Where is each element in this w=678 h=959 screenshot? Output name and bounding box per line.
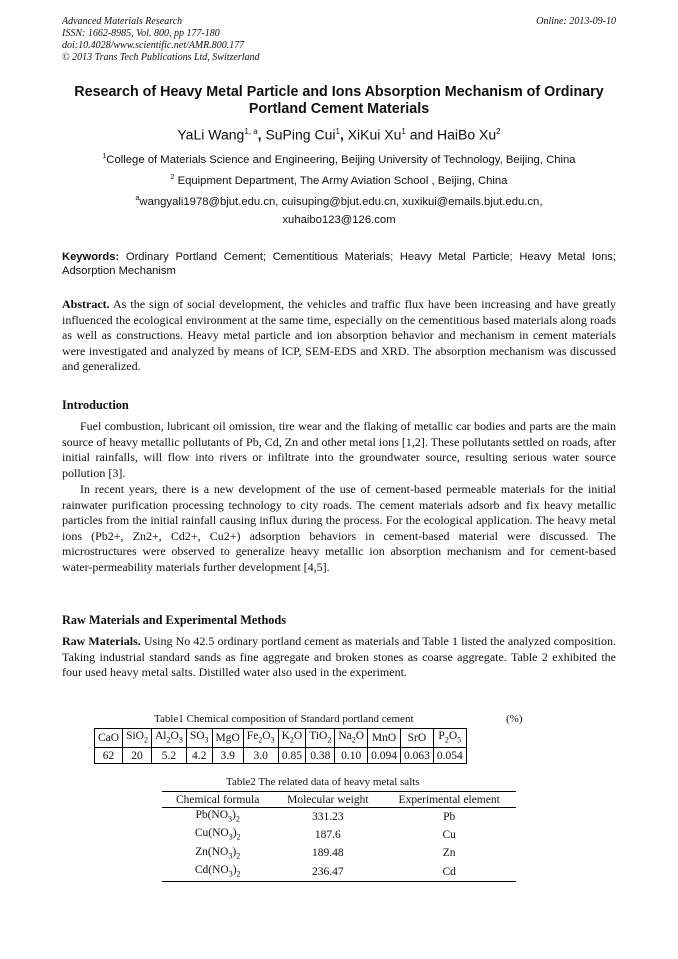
- table-cell: $Cd(NO_3)_2$: [162, 863, 273, 882]
- copyright-line: © 2013 Trans Tech Publications Ltd, Switzerland: [62, 52, 260, 63]
- aff-text: Equipment Department, The Army Aviation School , Beijing, China: [174, 174, 508, 187]
- paper-title: Research of Heavy Metal Particle and Ions Absorption Mechanism of Ordinary Portland Cement Materials: [74, 84, 604, 117]
- author-sup: 1: [401, 127, 406, 136]
- table-cell: 0.094: [368, 748, 401, 764]
- email-sup: a: [135, 195, 140, 202]
- intro-paragraph-2: In recent years, there is a new development of the use of cement-based permeable materials for the initial rainwater purification processing technology to city roads. The cement materials adsorb and fix heavy metallic particles from the initial rainfall causing influx during the process. For the ecological application. The heavy metal ions (Pb2+, Zn2+, Cd2+, Cu2+) adsorption behaviors in cement-based material were discussed. The microstructures were observed to generalize heavy metallic ion absorption mechanism and for cement-based water-permeability materials further development [4,5].: [62, 482, 616, 574]
- author-name: YaLi Wang: [177, 126, 245, 143]
- email-line-2: xuhaibo123@126.com: [282, 214, 396, 226]
- table-header-cell: $Na_2O$: [335, 729, 368, 748]
- keywords: [62, 250, 616, 278]
- abstract-label: Abstract.: [62, 297, 110, 311]
- raw-materials-text: Using No 42.5 ordinary portland cement as materials and Table 1 listed the analyzed composition. Taking industrial standard sands as fine aggregate and broken stones as coarse aggregate. Table 2 exhibited the four used heavy metal salts. Distilled water also used in the experiment.: [62, 634, 616, 679]
- table-cell: 5.2: [152, 748, 187, 764]
- table-cell: $Cu(NO_3)_2$: [194, 827, 241, 842]
- table-header-cell: $Fe_2O_3$: [243, 729, 278, 748]
- table-cell: 0.10: [335, 748, 368, 764]
- author-sup: 1, a: [244, 127, 258, 136]
- author-name: XiKui Xu: [347, 126, 402, 143]
- table-header-cell: $Al_2O_3$: [152, 729, 187, 748]
- table-row: [162, 845, 516, 863]
- aff-sup: 2: [170, 174, 175, 181]
- table-cell: 187.6: [314, 828, 341, 841]
- table-row: [95, 748, 467, 764]
- table-cell: $Zn(NO_3)_2$: [195, 845, 241, 860]
- table-cell: 236.47: [273, 863, 382, 882]
- table-row: [162, 808, 516, 827]
- table1-unit: (%): [506, 713, 523, 725]
- author-list: [62, 123, 616, 144]
- journal-header: [62, 16, 616, 64]
- email-text: wangyali1978@bjut.edu.cn, cuisuping@bjut.edu.cn, xuxikui@emails.bjut.edu.cn,: [139, 195, 543, 208]
- table2: [162, 791, 516, 882]
- table-cell: Pb: [443, 810, 456, 823]
- online-date: Online: 2013-09-10: [536, 16, 616, 27]
- author-name: SuPing Cui: [265, 126, 336, 143]
- table-header-cell: SrO: [400, 729, 433, 748]
- table-cell: Cd: [382, 863, 516, 882]
- author-separator: ,: [257, 126, 266, 143]
- author-sup: 1: [335, 127, 340, 136]
- author-separator: and: [405, 126, 438, 143]
- table-cell: $Pb(NO_3)_2$: [195, 809, 240, 824]
- table-cell: 3.0: [243, 748, 278, 764]
- table-cell: 20: [123, 748, 152, 764]
- author-separator: ,: [339, 126, 348, 143]
- table-header-cell: TiO$_2$: [306, 729, 335, 748]
- table-header-cell: Experimental element: [382, 792, 516, 808]
- table-row: [162, 863, 516, 882]
- table-header-cell: Molecular weight: [273, 792, 382, 808]
- table1-caption: Table1 Chemical composition of Standard portland cement: [154, 713, 414, 725]
- abstract-text: As the sign of social development, the vehicles and traffic flux have been increasing and have greatly influenced the ecological environment at the same time, especially on the cementitious based materials along roads as well as constructions. Heavy metal particle and ion absorption behavior and mechanism in cement materials were investigated and analyzed by means of ICP, SEM-EDS and XRD. The absorption mechanism was discussed and generalized.: [62, 297, 616, 373]
- doi-line: doi:10.4028/www.scientific.net/AMR.800.177: [62, 40, 245, 51]
- abstract: [62, 297, 616, 375]
- journal-name: Advanced Materials Research: [62, 16, 183, 27]
- table2-caption: Table2 The related data of heavy metal salts: [226, 776, 420, 788]
- table-header-cell: MnO: [368, 729, 401, 748]
- email-line-1: [62, 192, 616, 209]
- table-header-cell: SiO$_2$: [123, 729, 152, 748]
- table-header-cell: $SO_3$: [186, 729, 212, 748]
- table-header-cell: $K_2O$: [278, 729, 306, 748]
- table-cell: 0.38: [306, 748, 335, 764]
- table-cell: Zn: [442, 847, 456, 860]
- aff-text: College of Materials Science and Engineering, Beijing University of Technology, Beijing, China: [106, 153, 576, 166]
- affiliation-1: [62, 150, 616, 167]
- table-cell: 62: [95, 748, 123, 764]
- table-header-row: [95, 729, 467, 748]
- table-cell: 189.48: [312, 847, 344, 860]
- table-cell: 0.85: [278, 748, 306, 764]
- affiliation-2: [62, 171, 616, 188]
- author-sup: 2: [496, 127, 501, 136]
- table-cell: 331.23: [312, 810, 344, 823]
- raw-materials-label: Raw Materials.: [62, 634, 141, 648]
- table-cell: 0.054: [433, 748, 466, 764]
- issn-line: ISSN: 1662-8985, Vol. 800, pp 177-180: [62, 28, 220, 39]
- table-cell: 4.2: [186, 748, 212, 764]
- table-cell: 3.9: [212, 748, 243, 764]
- table-row: [162, 826, 516, 844]
- table-header-cell: $P_2O_5$: [433, 729, 466, 748]
- table-header-cell: Chemical formula: [162, 792, 273, 808]
- keywords-label: Keywords:: [62, 251, 120, 263]
- section-heading-methods: Raw Materials and Experimental Methods: [62, 613, 287, 627]
- table-header-cell: MgO: [212, 729, 243, 748]
- raw-materials-paragraph: [62, 634, 616, 681]
- intro-paragraph-1: Fuel combustion, lubricant oil omission, tire wear and the flaking of metallic car bodies and parts are the main source of heavy metallic pollutants of Pb, Cd, Zn and other metal ions [1,2]. These pollutants settled on roads, after initial rainfalls, will flow into rivers or infiltrate into the groundwater source, resulting serious water source pollution [3].: [62, 419, 616, 480]
- table-cell: 0.063: [400, 748, 433, 764]
- table-header-cell: CaO: [95, 729, 123, 748]
- keywords-text: Ordinary Portland Cement; Cementitious Materials; Heavy Metal Particle; Heavy Metal Ions; Adsorption Mechanism: [62, 251, 616, 277]
- aff-sup: 1: [102, 153, 107, 160]
- table1: [94, 728, 467, 764]
- author-name: HaiBo Xu: [437, 126, 497, 143]
- table-header-row: [162, 792, 516, 808]
- table-cell: Cu: [442, 828, 456, 841]
- section-heading-introduction: Introduction: [62, 398, 129, 412]
